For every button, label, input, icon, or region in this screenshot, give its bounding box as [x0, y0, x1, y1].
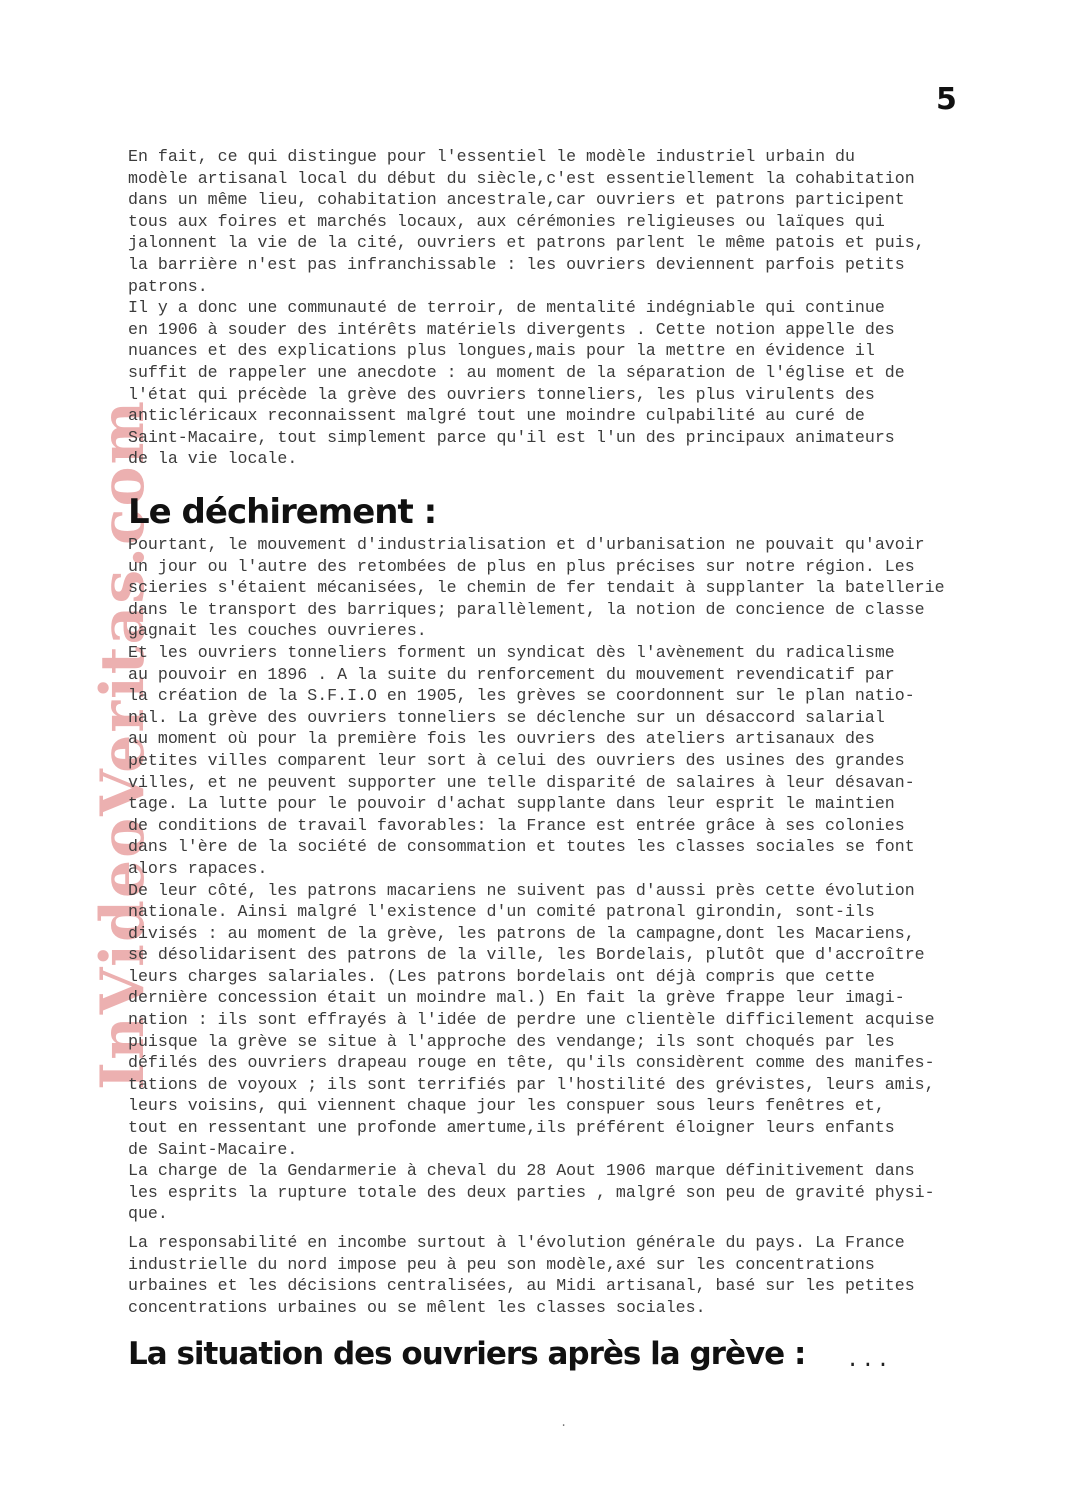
text-line: En fait, ce qui distingue pour l'essentiel le modèle industriel urbain du — [128, 147, 855, 166]
stray-mark: . — [560, 1416, 568, 1430]
text-line: nationale. Ainsi malgré l'existence d'un comité patronal girondin, sont-ils — [128, 902, 875, 922]
text-line: leurs voisins, qui viennent chaque jour les conspuer sous leurs fenêtres et, — [128, 1096, 885, 1116]
text-line: nation : ils sont effrayés à l'idée de perdre une clientèle difficilement acquise — [128, 1010, 935, 1030]
page-number: 5 — [936, 82, 957, 117]
text-line: La charge de la Gendarmerie à cheval du 28 Aout 1906 marque définitivement dans — [128, 1161, 915, 1181]
text-line: Pourtant, le mouvement d'industrialisation et d'urbanisation ne pouvait qu'avoir — [128, 535, 925, 554]
text-line: gagnait les couches ouvrieres. — [128, 621, 427, 641]
text-line: tations de voyoux ; ils sont terrifiés par l'hostilité des grévistes, leurs amis, — [128, 1074, 935, 1094]
text-line: se désolidarisent des patrons de la ville, les Bordelais, plutôt que d'accroître — [128, 945, 925, 965]
text-line: urbaines et les décisions centralisées, au Midi artisanal, basé sur les petites — [128, 1276, 915, 1296]
text-line: jalonnent la vie de la cité, ouvriers et patrons parlent le même patois et puis, — [128, 233, 925, 253]
text-line: la barrière n'est pas infranchissable : les ouvriers deviennent parfois petits — [128, 254, 905, 274]
text-line: De leur côté, les patrons macariens ne suivent pas d'aussi près cette évolution — [128, 880, 915, 900]
text-line: suffit de rappeler une anecdote : au moment de la séparation de l'église et de — [128, 362, 905, 382]
text-line: Il y a donc une communauté de terroir, de mentalité indégniable qui continue — [128, 298, 885, 318]
text-line: dernière concession était un moindre mal.) En fait la grève frappe leur imagi- — [128, 988, 905, 1008]
text-line: anticléricaux reconnaissent malgré tout une moindre culpabilité au curé de — [128, 406, 865, 426]
text-line: nal. La grève des ouvriers tonneliers se déclenche sur un désaccord salarial — [128, 707, 885, 727]
text-line: un jour ou l'autre des retombées de plus en plus précises sur notre région. Les — [128, 556, 915, 576]
text-line: puisque la grève se situe à l'approche des vendange; ils sont choqués par les — [128, 1031, 895, 1051]
text-line: dans l'ère de la société de consommation et toutes les classes sociales se font — [128, 837, 915, 857]
text-line: l'état qui précède la grève des ouvriers tonneliers, les plus virulents des — [128, 384, 875, 404]
text-line: de conditions de travail favorables: la France est entrée grâce à ses colonies — [128, 815, 905, 835]
text-line: tage. La lutte pour le pouvoir d'achat supplante dans leur esprit le maintien — [128, 794, 895, 814]
text-line: modèle artisanal local du début du siècle,c'est essentiellement la cohabitation — [128, 168, 915, 188]
section-heading-dechirement: Le déchirement : — [128, 492, 437, 532]
text-line: en 1906 à souder des intérêts matériels divergents . Cette notion appelle des — [128, 319, 895, 339]
text-line: Saint-Macaire, tout simplement parce qu'il est l'un des principaux animateurs — [128, 427, 895, 447]
text-line: divisés : au moment de la grève, les patrons de la campagne,dont les Macariens, — [128, 923, 915, 943]
trailing-ellipsis: ... — [846, 1348, 892, 1373]
text-line: dans le transport des barriques; parallèlement, la notion de concience de classe — [128, 599, 925, 619]
paragraph-1 — [128, 146, 1028, 470]
text-line: petites villes comparent leur sort à celui des ouvriers des usines des grandes — [128, 750, 905, 770]
text-line: Et les ouvriers tonneliers forment un syndicat dès l'avènement du radicalisme — [128, 642, 895, 662]
watermark: InVideoVeritas.com — [88, 398, 158, 1090]
text-line: les esprits la rupture totale des deux parties , malgré son peu de gravité physi- — [128, 1182, 935, 1202]
text-line: industrielle du nord impose peu à peu son modèle,axé sur les concentrations — [128, 1254, 875, 1274]
text-line: alors rapaces. — [128, 858, 268, 878]
text-line: concentrations urbaines ou se mêlent les classes sociales. — [128, 1297, 706, 1317]
text-line: au pouvoir en 1896 . A la suite du renforcement du mouvement revendicatif par — [128, 664, 895, 684]
section-heading-situation: La situation des ouvriers après la grève : — [128, 1336, 806, 1372]
text-line: scieries s'étaient mécanisées, le chemin de fer tendait à supplanter la batellerie — [128, 578, 945, 598]
text-line: de la vie locale. — [128, 449, 298, 469]
text-line: leurs charges salariales. (Les patrons bordelais ont déjà compris que cette — [128, 966, 875, 986]
text-line: de Saint-Macaire. — [128, 1139, 298, 1159]
text-line: La responsabilité en incombe surtout à l'évolution générale du pays. La France — [128, 1233, 905, 1252]
paragraph-3 — [128, 1232, 1028, 1318]
text-line: tous aux foires et marchés locaux, aux cérémonies religieuses ou laïques qui — [128, 211, 885, 231]
text-line: tout en ressentant une profonde amertume,ils préférent éloigner leurs enfants — [128, 1118, 895, 1138]
text-line: dans un même lieu, cohabitation ancestrale,car ouvriers et patrons participent — [128, 190, 905, 210]
text-line: nuances et des explications plus longues,mais pour la mettre en évidence il — [128, 341, 875, 361]
text-line: patrons. — [128, 276, 208, 296]
text-line: villes, et ne peuvent supporter une telle disparité de salaires à leur désavan- — [128, 772, 915, 792]
text-line: défilés des ouvriers drapeau rouge en tête, qu'ils considèrent comme des manifes- — [128, 1053, 935, 1073]
text-line: la création de la S.F.I.O en 1905, les grèves se coordonnent sur le plan natio- — [128, 686, 915, 706]
paragraph-2 — [128, 534, 1028, 1225]
text-line: au moment où pour la première fois les ouvriers des ateliers artisanaux des — [128, 729, 875, 749]
text-line: que. — [128, 1204, 168, 1224]
